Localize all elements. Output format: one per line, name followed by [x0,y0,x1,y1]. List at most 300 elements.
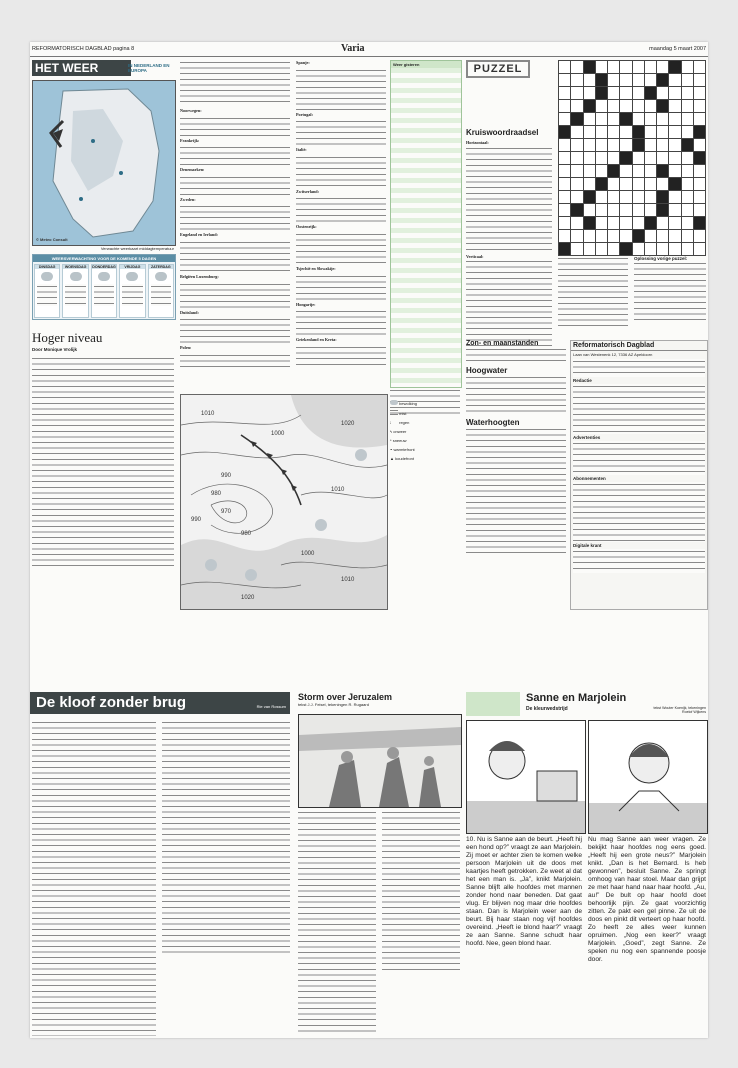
crossword-cell [669,61,681,74]
crossword-cell[interactable] [669,139,681,152]
crossword-grid[interactable] [558,60,706,252]
europe-pressure-svg [181,395,387,609]
europe-intro-text [180,60,290,106]
crossword-cell[interactable] [583,139,595,152]
crossword-cell[interactable] [657,243,669,256]
puzzle-title: Kruiswoordraadsel [466,128,539,137]
crossword-cell[interactable] [559,217,571,230]
crossword-cell [583,61,595,74]
country-term: Polen: [180,345,192,351]
crossword-cell[interactable] [583,87,595,100]
crossword-cell[interactable] [608,61,620,74]
crossword-cell [632,139,644,152]
europe-country-list-2 [296,60,386,365]
masthead [30,42,708,57]
crossword-cell[interactable] [693,178,705,191]
crossword-cell[interactable] [644,74,656,87]
crossword-cell[interactable] [559,178,571,191]
crossword-cell [693,126,705,139]
comic-storm-header [298,692,458,712]
crossword-cell [693,152,705,165]
crossword-cell[interactable] [632,61,644,74]
crossword-cell[interactable] [693,100,705,113]
crossword-cell[interactable] [571,191,583,204]
country-term: Engeland en Ierland: [180,232,218,238]
temps-rows [391,68,461,384]
crossword-cell[interactable] [595,152,607,165]
temps-heading: Weer gisteren [391,61,461,68]
crossword-cell[interactable] [681,74,693,87]
vertical-clues-continued [558,256,628,326]
crossword-cell[interactable] [571,152,583,165]
crossword-cell [644,217,656,230]
colophon-title: Reformatorisch Dagblad [571,341,707,351]
country-term: Denemarken: [180,167,205,173]
legend-item-clouds [390,400,460,406]
crossword-cell[interactable] [632,204,644,217]
crossword-cell[interactable] [657,217,669,230]
crossword-cell[interactable] [595,139,607,152]
forecast-day-5 [148,264,174,318]
crossword-cell [583,100,595,113]
lightning-icon: ϟ [390,429,393,434]
horizontal-clues-text [466,146,552,254]
comic-panel-drawing [467,721,585,833]
tide-title: Hoogwater [466,366,508,375]
crossword-cell[interactable] [608,204,620,217]
serial-author: Rie van Rossum [256,704,286,709]
country-term: Belgiëen Luxemburg: [180,273,219,279]
crossword-cell [571,113,583,126]
crossword-cell [657,191,669,204]
crossword-cell[interactable] [644,204,656,217]
crossword-cell[interactable] [693,191,705,204]
country-term: Zwitserland: [296,188,320,194]
colophon [570,340,708,610]
crossword-cell[interactable] [559,74,571,87]
crossword-cell[interactable] [583,243,595,256]
crossword-cell[interactable] [632,152,644,165]
crossword-table[interactable] [558,60,706,256]
crossword-cell[interactable] [657,126,669,139]
crossword-cell[interactable] [608,243,620,256]
crossword-cell[interactable] [571,217,583,230]
crossword-cell[interactable] [608,217,620,230]
crossword-cell[interactable] [681,217,693,230]
crossword-cell[interactable] [657,87,669,100]
crossword-cell [620,113,632,126]
country-term: Spanje: [296,60,310,65]
forecast-day-text [151,284,171,306]
crossword-cell[interactable] [583,230,595,243]
cloud-icon [390,400,398,405]
forecast-day-label: VRIJDAG [120,265,144,269]
crossword-cell[interactable] [620,139,632,152]
crossword-cell[interactable] [693,243,705,256]
crossword-cell[interactable] [583,126,595,139]
subscriptions-title: Abonnementen [573,476,606,481]
crossword-cell[interactable] [644,178,656,191]
comic-panel-drawing [299,715,461,807]
crossword-cell[interactable] [632,87,644,100]
crossword-cell[interactable] [693,87,705,100]
crossword-cell[interactable] [608,126,620,139]
crossword-cell[interactable] [693,204,705,217]
legend-label: mist [399,411,407,416]
crossword-cell[interactable] [571,87,583,100]
crossword-cell[interactable] [681,204,693,217]
colophon-address: Laan van Westenenk 12, 7336 AZ Apeldoorn [573,352,653,357]
crossword-cell[interactable] [681,230,693,243]
crossword-cell[interactable] [608,113,620,126]
crossword-cell[interactable] [693,139,705,152]
crossword-cell[interactable] [657,152,669,165]
isobar-label: 990 [191,517,202,523]
crossword-cell [693,217,705,230]
comic-sanne-caption-right: Nu mag Sanne aan weer vragen. Ze bekijkt haar hoofdes nog eens goed. „Heeft hij een grote neus?” Marjolein knikt. „Dan is het Bernard. Is heb gewonnen”, besluit Sanne. Ze springt omhoog van haar stoel. Maar dan grijpt ze met haar hand naar haar hoofd. „Au, au!” De bult op haar hoofd doet behoorlijk pijn. Ze gaat voorzichtig zitten. Ze pakt een gel pinne. Ze uit de doos en pinkt dit verteert op haar hoofd. Zo heeft ze alles weer kunnen opruimen. „Nog een keer?” vraagt Marjolein. „Goed”, zegt Sanne. Ze spelen nu nog een spannende poosje door. [588,836,706,963]
editorial-title: Redactie [573,378,592,383]
crossword-cell[interactable] [559,204,571,217]
crossword-cell [608,165,620,178]
crossword-cell[interactable] [608,152,620,165]
legend-item-fog [390,410,460,416]
previous-solution [634,256,706,321]
crossword-cell [595,87,607,100]
country-term: Griekenland en Kreta: [296,337,337,343]
forecast-day-label: DONDERDAG [92,265,116,269]
crossword-cell[interactable] [583,74,595,87]
crossword-cell[interactable] [595,204,607,217]
crossword-cell[interactable] [608,74,620,87]
solution-title: Oplossing vorige puzzel: [634,256,688,261]
map-credit: © Meteo Consult [36,237,68,242]
crossword-cell[interactable] [559,87,571,100]
crossword-cell [644,87,656,100]
serial-column-1 [32,720,156,1036]
cloud-icon [98,272,110,281]
country-term: Hongarije: [296,301,316,307]
crossword-cell [571,204,583,217]
newspaper-page [30,42,708,1038]
solution-text [634,261,706,321]
crossword-cell[interactable] [669,217,681,230]
crossword-cell[interactable] [583,152,595,165]
crossword-cell [620,243,632,256]
crossword-cell[interactable] [595,243,607,256]
subscriptions-text [573,482,705,542]
comic-subtitle: De kleurwedstrijd [526,706,568,712]
crossword-cell[interactable] [559,230,571,243]
masthead-left: REFORMATORISCH DAGBLAD pagina 8 [32,46,135,52]
crossword-cell[interactable] [595,191,607,204]
comic-sanne-logo-art [466,692,520,716]
crossword-cell[interactable] [681,243,693,256]
fog-icon [390,410,398,415]
crossword-cell [657,165,669,178]
forecast-days-row [34,264,174,318]
crossword-cell [583,217,595,230]
crossword-cell[interactable] [608,139,620,152]
crossword-cell[interactable] [681,87,693,100]
forecast-day-label: ZATERDAG [149,265,173,269]
crossword-cell[interactable] [644,165,656,178]
crossword-cell[interactable] [559,139,571,152]
crossword-cell [583,191,595,204]
forecast-title: WEERSVERWACHTING VOOR DE KOMENDE 5 DAGEN [33,255,175,262]
crossword-cell [681,139,693,152]
crossword-cell[interactable] [681,113,693,126]
isobar-label: 980 [211,491,222,497]
crossword-cell[interactable] [559,191,571,204]
crossword-cell [595,74,607,87]
forecast-day-text [65,284,85,306]
legend-item-cold-front [390,456,460,461]
puzzle-clues-horizontal [466,140,552,347]
crossword-cell[interactable] [571,165,583,178]
crossword-cell[interactable] [644,243,656,256]
ads-title: Advertenties [573,435,601,440]
crossword-cell[interactable] [632,165,644,178]
isobar-label: 980 [241,531,252,537]
crossword-cell[interactable] [595,61,607,74]
crossword-cell[interactable] [620,126,632,139]
vertical-clues-text [466,259,552,347]
five-day-forecast [32,254,176,320]
sun-moon-title: Zon- en maanstanden [466,340,539,347]
crossword-cell[interactable] [559,165,571,178]
crossword-cell[interactable] [571,126,583,139]
isobar-label: 1010 [331,487,345,493]
crossword-cell[interactable] [595,100,607,113]
comic-credits: tekst Wouter Koenijk, tekeningen Roelof Wijkens [653,706,706,714]
crossword-cell[interactable] [693,61,705,74]
crossword-cell[interactable] [595,217,607,230]
legend-item-snow [390,438,460,443]
crossword-cell[interactable] [693,113,705,126]
horizontal-label: Horizontaal: [466,140,489,145]
crossword-cell [632,230,644,243]
map-legend [390,394,460,608]
ads-text [573,441,705,475]
country-term: Duitsland: [180,309,199,315]
comic-sanne-caption-left: 10. Nu is Sanne aan de beurt. „Heeft hij een hond op?” vraagt ze aan Marjolein. Zij moet er achter zien te komen welke persoon Marjolein uit de doos met kaartjes heeft getrokken. Ze weet al dat het een man is. „Ja”, knikt Marjolein. Sanne blijft alle hoofdes met mannen zonder hond naar beneden. Dat gaat vlug. Er blijven nog maar drie hoofdes staan. Dan is Marjolein weer aan de beurt. Bij haar staan nog vijf hoofdes overeind. „Heeft ie blond haar?” vraagt ze aan Sanne. Sanne schudt haar hoofd. Nee, geen blond haar. [466,836,582,947]
crossword-cell [657,74,669,87]
crossword-cell[interactable] [693,74,705,87]
serial-banner [30,692,290,714]
crossword-cell[interactable] [681,165,693,178]
rain-icon: ⁞ [390,420,392,425]
crossword-cell[interactable] [620,178,632,191]
weather-article-text [32,356,174,570]
crossword-cell[interactable] [608,230,620,243]
crossword-cell[interactable] [571,178,583,191]
isobar-label: 1020 [241,595,255,601]
crossword-cell[interactable] [620,74,632,87]
country-term: Oostenrijk: [296,224,317,230]
crossword-cell[interactable] [644,126,656,139]
crossword-cell[interactable] [608,100,620,113]
country-term: Italië: [296,147,307,153]
comic-storm-text-1 [298,810,376,1036]
crossword-cell[interactable] [644,100,656,113]
crossword-cell[interactable] [657,113,669,126]
crossword-cell[interactable] [620,61,632,74]
sea-info [466,340,566,608]
forecast-day-label: WOENSDAG [64,265,87,269]
comic-storm-text-2 [382,810,460,970]
snowflake-icon: * [390,438,392,443]
crossword-cell[interactable] [632,74,644,87]
crossword-cell[interactable] [632,191,644,204]
crossword-cell[interactable] [644,113,656,126]
forecast-day-text [37,284,57,306]
crossword-cell[interactable] [681,152,693,165]
crossword-cell[interactable] [669,165,681,178]
comic-title: Sanne en Marjolein [526,692,627,704]
weather-logo [32,60,172,76]
crossword-cell[interactable] [669,113,681,126]
crossword-cell[interactable] [669,126,681,139]
crossword-cell[interactable] [595,165,607,178]
country-term: Zweden: [180,196,196,202]
crossword-cell[interactable] [681,126,693,139]
crossword-cell[interactable] [571,61,583,74]
crossword-cell[interactable] [583,204,595,217]
crossword-cell [657,204,669,217]
crossword-cell[interactable] [681,191,693,204]
isobar-label: 1010 [201,411,215,417]
crossword-cell[interactable] [657,230,669,243]
serial-column-2 [162,720,290,954]
legend-label: sneeuw [392,438,407,443]
weather-logo-text: HET WEER [32,60,131,76]
crossword-cell[interactable] [693,230,705,243]
crossword-cell[interactable] [669,100,681,113]
crossword-cell[interactable] [669,191,681,204]
isobar-label: 970 [221,509,232,515]
cloud-icon [155,272,167,281]
weather-logo-sub: IN NEDERLAND EN EUROPA [128,63,170,73]
crossword-cell[interactable] [669,87,681,100]
crossword-cell[interactable] [669,230,681,243]
water-levels-title: Waterhoogten [466,418,520,427]
cold-front-icon: ▲ [390,456,394,461]
comic-credits: tekst J.J. Feisel, tekeningen R. Rugaard [298,702,369,707]
crossword-cell[interactable] [571,230,583,243]
isobar-label: 1000 [301,551,315,557]
netherlands-weather-map [32,80,176,246]
crossword-cell[interactable] [571,139,583,152]
sun-moon-text [466,347,566,363]
legend-item-warm-front [390,447,460,452]
crossword-cell[interactable] [644,230,656,243]
crossword-cell[interactable] [632,217,644,230]
isobar-label: 1020 [341,421,355,427]
crossword-cell[interactable] [571,243,583,256]
crossword-cell[interactable] [559,100,571,113]
crossword-cell[interactable] [559,61,571,74]
country-term: Frankrijk: [180,137,200,143]
crossword-cell[interactable] [644,152,656,165]
crossword-cell[interactable] [595,230,607,243]
puzzle-logo-text: PUZZEL [473,63,523,75]
masthead-date: maandag 5 maart 2007 [649,46,706,52]
crossword-cell[interactable] [608,191,620,204]
crossword-cell[interactable] [632,178,644,191]
vertical-label: Verticaal: [466,253,484,259]
crossword-cell[interactable] [620,100,632,113]
crossword-cell[interactable] [559,113,571,126]
crossword-cell[interactable] [644,191,656,204]
crossword-cell[interactable] [669,74,681,87]
weather-byline: Door Monique Vrolijk [32,347,78,352]
crossword-cell[interactable] [620,165,632,178]
crossword-cell[interactable] [595,126,607,139]
europe-pressure-map [180,394,388,610]
crossword-cell[interactable] [571,74,583,87]
web-text [573,549,705,573]
forecast-day-2 [62,264,88,318]
crossword-cell[interactable] [632,100,644,113]
isobar-label: 990 [221,473,232,479]
isobar-label: 1010 [341,577,355,583]
crossword-cell[interactable] [669,204,681,217]
crossword-cell[interactable] [632,113,644,126]
crossword-cell[interactable] [681,61,693,74]
crossword-cell[interactable] [583,178,595,191]
legend-item-rain [390,420,460,425]
crossword-cell[interactable] [681,100,693,113]
crossword-cell[interactable] [681,178,693,191]
crossword-cell[interactable] [620,191,632,204]
country-term: Portugal: [296,111,313,117]
crossword-cell[interactable] [571,100,583,113]
rain-cloud-icon [126,272,138,281]
crossword-cell[interactable] [559,152,571,165]
crossword-cell[interactable] [583,165,595,178]
crossword-cell[interactable] [657,139,669,152]
crossword-cell[interactable] [657,61,669,74]
crossword-cell [620,152,632,165]
country-term: Tsjechië en Slowakije: [296,265,336,271]
crossword-cell[interactable] [657,178,669,191]
crossword-cell[interactable] [669,243,681,256]
legend-label: regen [399,420,410,425]
crossword-cell[interactable] [583,113,595,126]
legend-label: bewolking [399,401,417,406]
crossword-cell[interactable] [595,113,607,126]
crossword-cell[interactable] [608,87,620,100]
puzzle-logo [466,60,530,78]
crossword-cell[interactable] [644,139,656,152]
crossword-cell [669,178,681,191]
crossword-cell[interactable] [620,204,632,217]
forecast-day-3 [91,264,117,318]
crossword-cell [632,126,644,139]
crossword-cell[interactable] [620,87,632,100]
water-levels-text [466,427,566,557]
crossword-cell[interactable] [620,230,632,243]
comic-storm-panel [298,714,462,808]
crossword-cell[interactable] [632,243,644,256]
crossword-cell[interactable] [608,178,620,191]
crossword-cell[interactable] [693,165,705,178]
crossword-cell[interactable] [669,152,681,165]
crossword-cell[interactable] [644,61,656,74]
crossword-cell [595,178,607,191]
legend-label: koudefront [395,456,414,461]
crossword-cell[interactable] [620,217,632,230]
